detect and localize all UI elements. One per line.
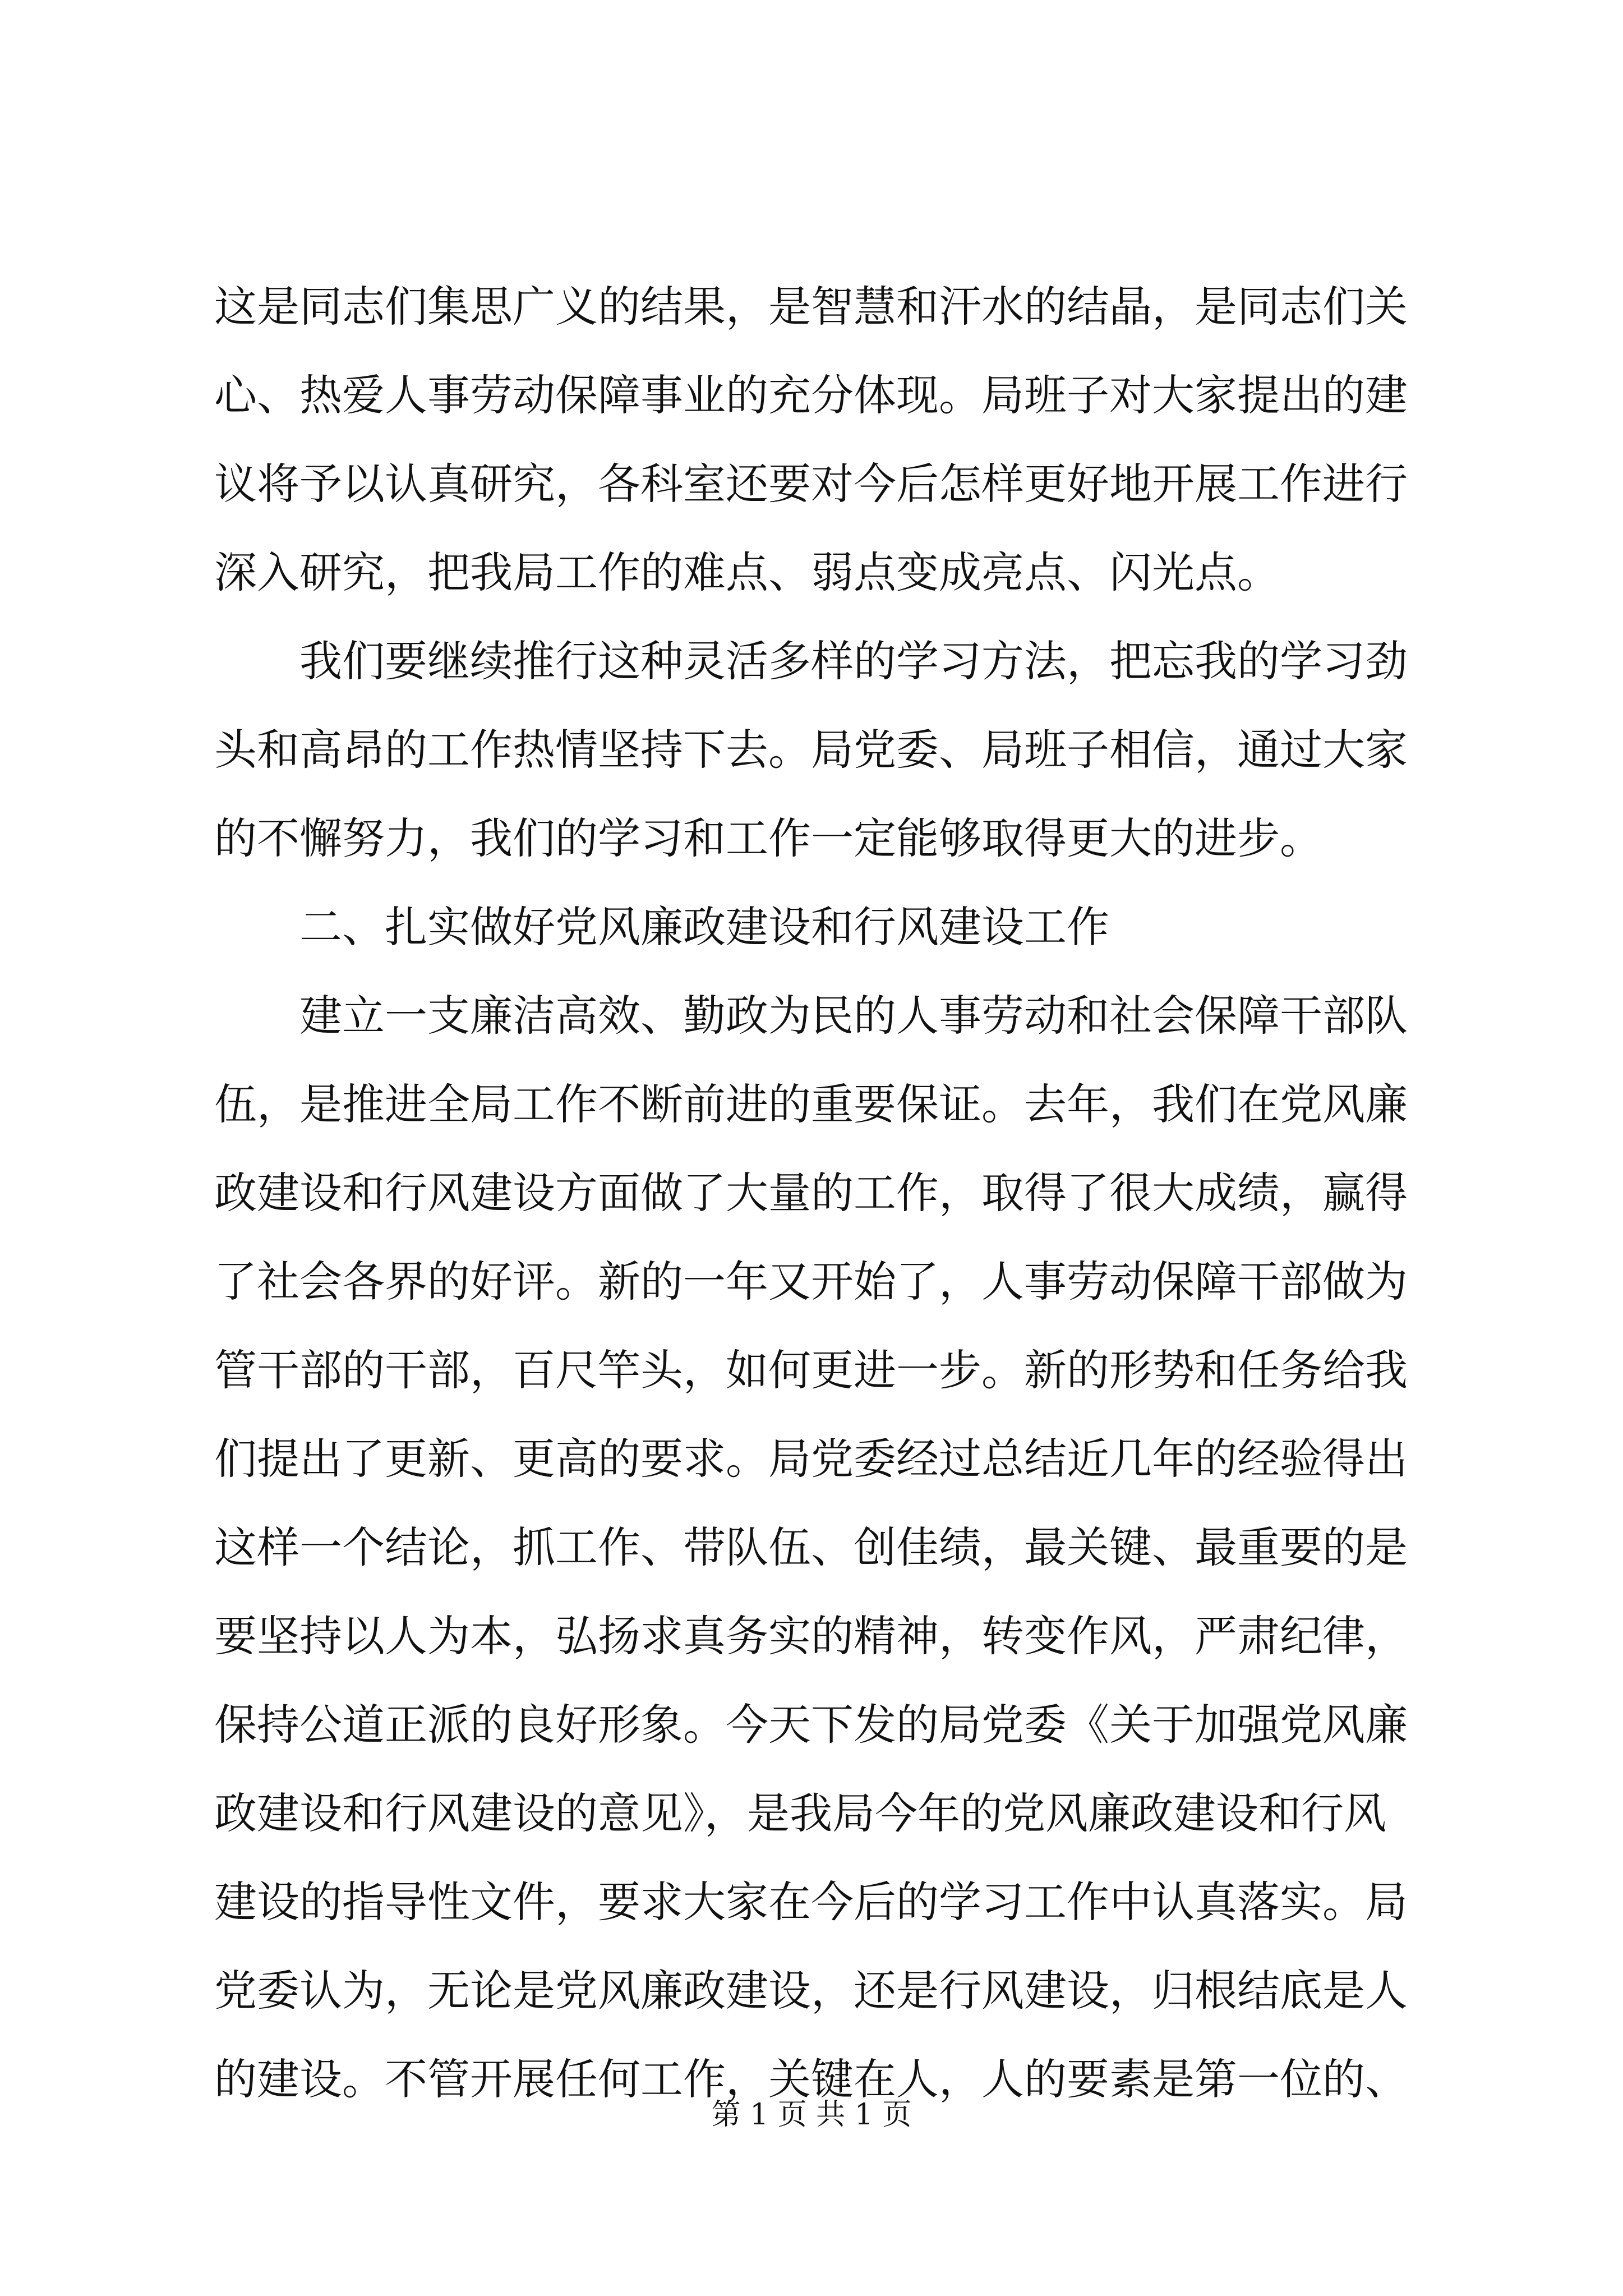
text-line: 建设的指导性文件，要求大家在今后的学习工作中认真落实。局 [214,1877,1408,1927]
text-line: 心、热爱人事劳动保障事业的充分体现。局班子对大家提出的建 [214,370,1408,420]
text-line: 们提出了更新、更高的要求。局党委经过总结近几年的经验得出 [214,1434,1408,1484]
text-line: 要坚持以人为本，弘扬求真务实的精神，转变作风，严肃纪律， [214,1611,1408,1661]
text-line: 这样一个结论，抓工作、带队伍、创佳绩，最关键、最重要的是 [214,1522,1408,1572]
text-line: 了社会各界的好评。新的一年又开始了，人事劳动保障干部做为 [214,1257,1408,1306]
text-line: 我们要继续推行这种灵活多样的学习方法，把忘我的学习劲 [299,636,1408,686]
text-line: 政建设和行风建设的意见》，是我局今年的党风廉政建设和行风 [214,1788,1386,1838]
text-line: 的建设。不管开展任何工作，关键在人，人的要素是第一位的、 [214,2054,1408,2104]
text-line: 伍，是推进全局工作不断前进的重要保证。去年，我们在党风廉 [214,1079,1408,1129]
text-line: 管干部的干部，百尺竿头，如何更进一步。新的形势和任务给我 [214,1345,1408,1395]
text-line: 政建设和行风建设方面做了大量的工作，取得了很大成绩，赢得 [214,1168,1408,1218]
text-line: 建立一支廉洁高效、勤政为民的人事劳动和社会保障干部队 [299,991,1408,1041]
page-footer: 第 1 页 共 1 页 [711,2098,912,2132]
section-heading: 二、扎实做好党风廉政建设和行风建设工作 [299,902,1109,952]
text-line: 保持公道正派的良好形象。今天下发的局党委《关于加强党风廉 [214,1700,1408,1750]
text-line: 这是同志们集思广义的结果，是智慧和汗水的结晶，是同志们关 [214,282,1408,332]
text-line: 深入研究，把我局工作的难点、弱点变成亮点、闪光点。 [214,547,1280,597]
text-line: 头和高昂的工作热情坚持下去。局党委、局班子相信，通过大家 [214,725,1408,775]
text-line: 党委认为，无论是党风廉政建设，还是行风建设，归根结底是人 [214,1966,1408,2016]
document-body [214,263,1409,2124]
text-line: 议将予以认真研究，各科室还要对今后怎样更好地开展工作进行 [214,459,1408,509]
text-line: 的不懈努力，我们的学习和工作一定能够取得更大的进步。 [214,813,1322,863]
